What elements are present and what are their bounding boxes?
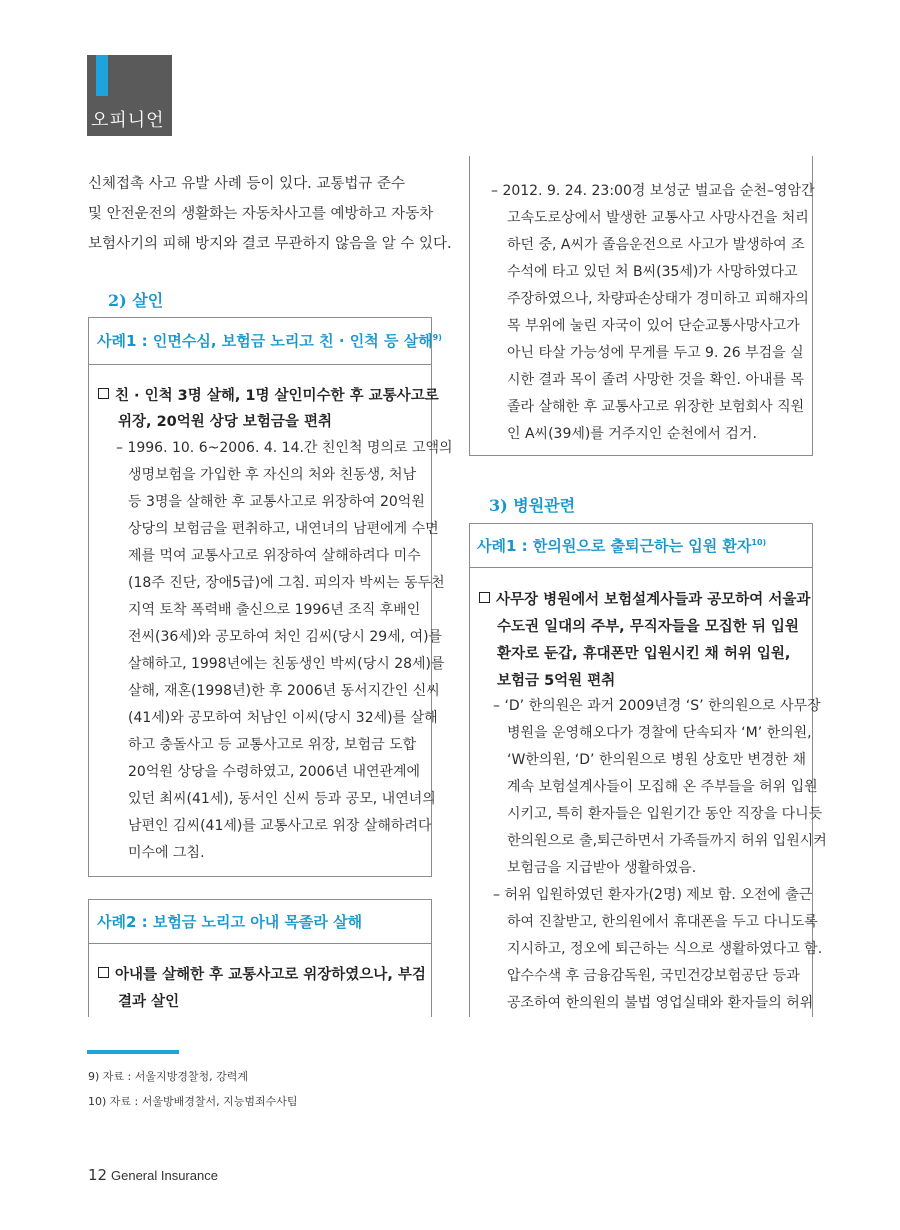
detail-line: 남편인 김씨(41세)를 교통사고로 위장 살해하려다 (128, 818, 432, 834)
detail-line: 병원을 운영해오다가 경찰에 단속되자 ‘M’ 한의원, (507, 725, 812, 741)
detail-line: 지역 토착 폭력배 출신으로 1996년 조직 후배인 (128, 602, 421, 618)
detail-line: 목 부위에 눌린 자국이 있어 단순교통사망사고가 (507, 318, 800, 334)
detail-line: (41세)와 공모하여 처남인 이씨(당시 32세)를 살해 (128, 710, 438, 726)
detail-line: 지시하고, 정오에 퇴근하는 식으로 생활하였다고 함. (507, 941, 823, 957)
detail-line: ‘W한의원, ‘D’ 한의원으로 병원 상호만 변경한 채 (507, 752, 807, 768)
box-divider (469, 567, 813, 568)
detail-line: – 허위 입원하였던 환자가(2명) 제보 함. 오전에 출근 (493, 887, 813, 903)
detail-line: – 1996. 10. 6~2006. 4. 14.간 친인척 명의로 고액의 (116, 440, 453, 456)
detail-line: 하여 진찰받고, 한의원에서 휴대폰을 두고 다니도록 (507, 914, 818, 930)
case1-hospital-bullet: 사무장 병원에서 보험설계사들과 공모하여 서울과 (479, 588, 810, 609)
detail-line: 살해, 재혼(1998년)한 후 2006년 동서지간인 신씨 (128, 683, 440, 699)
detail-line: 있던 최씨(41세), 동서인 신씨 등과 공모, 내연녀의 (128, 791, 436, 807)
box-divider (88, 364, 432, 365)
page-number: 12 (88, 1166, 108, 1184)
publication-name: General Insurance (111, 1168, 218, 1183)
detail-line: 졸라 살해한 후 교통사고로 위장한 보험회사 직원 (507, 399, 805, 415)
case1-hospital-bullet-cont: 보험금 5억원 편취 (497, 673, 616, 689)
detail-line: 20억원 상당을 수령하였고, 2006년 내연관계에 (128, 764, 421, 780)
footnote-9: 9) 자료 : 서울지방경찰청, 강력계 (88, 1070, 248, 1083)
case1-murder-bullet: 친 · 인척 3명 살해, 1명 살인미수한 후 교통사고로 (98, 384, 439, 405)
detail-line: 한의원으로 출,퇴근하면서 가족들까지 허위 입원시켜 (507, 833, 827, 849)
detail-line: – ‘D’ 한의원은 과거 2009년경 ‘S’ 한의원으로 사무장 (493, 698, 821, 714)
box-divider (88, 943, 432, 944)
detail-line: 인 A씨(39세)를 거주지인 순천에서 검거. (507, 426, 757, 442)
detail-line: 제를 먹여 교통사고로 위장하여 살해하려다 미수 (128, 548, 421, 564)
checkbox-square-icon (479, 592, 490, 603)
detail-line: (18주 진단, 장애5급)에 그침. 피의자 박씨는 동두천 (128, 575, 445, 591)
detail-line: 전씨(36세)와 공모하여 처인 김씨(당시 29세, 여)를 (128, 629, 443, 645)
intro-line: 보험사기의 피해 방지와 결코 무관하지 않음을 알 수 있다. (88, 236, 452, 252)
detail-line: 아닌 타살 가능성에 무게를 두고 9. 26 부검을 실 (507, 345, 804, 361)
detail-line: 하던 중, A씨가 졸음운전으로 사고가 발생하여 조 (507, 237, 805, 253)
heading-murder: 2) 살인 (108, 291, 164, 310)
detail-line: 생명보험을 가입한 후 자신의 처와 친동생, 처남 (128, 467, 417, 483)
section-tab-accent (96, 55, 108, 96)
intro-line: 및 안전운전의 생활화는 자동차사고를 예방하고 자동차 (88, 206, 434, 222)
detail-line: – 2012. 9. 24. 23:00경 보성군 벌교읍 순천–영암간 (491, 183, 815, 199)
footnote-rule (87, 1050, 179, 1054)
detail-line: 등 3명을 살해한 후 교통사고로 위장하여 20억원 (128, 494, 425, 510)
case1-murder-title: 사례1 : 인면수심, 보험금 노리고 친 · 인척 등 살해$^{9)}$ (97, 332, 442, 350)
detail-line: 시한 결과 목이 졸려 사망한 것을 확인. 아내를 목 (507, 372, 805, 388)
detail-line: 상당의 보험금을 편취하고, 내연녀의 남편에게 수면 (128, 521, 439, 537)
detail-line: 미수에 그침. (128, 845, 205, 861)
case1-hospital-bullet-cont: 환자로 둔갑, 휴대폰만 입원시킨 채 허위 입원, (497, 646, 791, 662)
case1-hospital-bullet-cont: 수도권 일대의 주부, 무직자들을 모집한 뒤 입원 (497, 619, 799, 635)
detail-line: 계속 보험설계사들이 모집해 온 주부들을 허위 입원 (507, 779, 818, 795)
case2-murder-title: 사례2 : 보험금 노리고 아내 목졸라 살해 (97, 913, 363, 931)
detail-line: 시키고, 특히 환자들은 입원기간 동안 직장을 다니듯 (507, 806, 823, 822)
detail-line: 살해하고, 1998년에는 친동생인 박씨(당시 28세)를 (128, 656, 445, 672)
detail-line: 하고 충돌사고 등 교통사고로 위장, 보험금 도합 (128, 737, 417, 753)
heading-hospital: 3) 병원관련 (489, 496, 576, 515)
checkbox-square-icon (98, 967, 109, 978)
detail-line: 고속도로상에서 발생한 교통사고 사망사건을 처리 (507, 210, 809, 226)
detail-line: 공조하여 한의원의 불법 영업실태와 환자들의 허위 (507, 995, 814, 1011)
checkbox-square-icon (98, 388, 109, 399)
case2-murder-bullet-cont: 결과 살인 (118, 994, 180, 1010)
detail-line: 수석에 타고 있던 처 B씨(35세)가 사망하였다고 (507, 264, 798, 280)
case1-hospital-title: 사례1 : 한의원으로 출퇴근하는 입원 환자$^{10)}$ (477, 537, 767, 555)
section-tab-label: 오피니언 (91, 110, 165, 131)
detail-line: 보험금을 지급받아 생활하였음. (507, 860, 697, 876)
case1-murder-bullet-cont: 위장, 20억원 상당 보험금을 편취 (118, 414, 332, 430)
intro-line: 신체접촉 사고 유발 사례 등이 있다. 교통법규 준수 (88, 176, 406, 192)
detail-line: 압수수색 후 금융감독원, 국민건강보험공단 등과 (507, 968, 800, 984)
footnote-10: 10) 자료 : 서울방배경찰서, 지능범죄수사팀 (88, 1095, 298, 1108)
case2-murder-bullet: 아내를 살해한 후 교통사고로 위장하였으나, 부검 (98, 963, 426, 984)
detail-line: 주장하였으나, 차량파손상태가 경미하고 피해자의 (507, 291, 809, 307)
